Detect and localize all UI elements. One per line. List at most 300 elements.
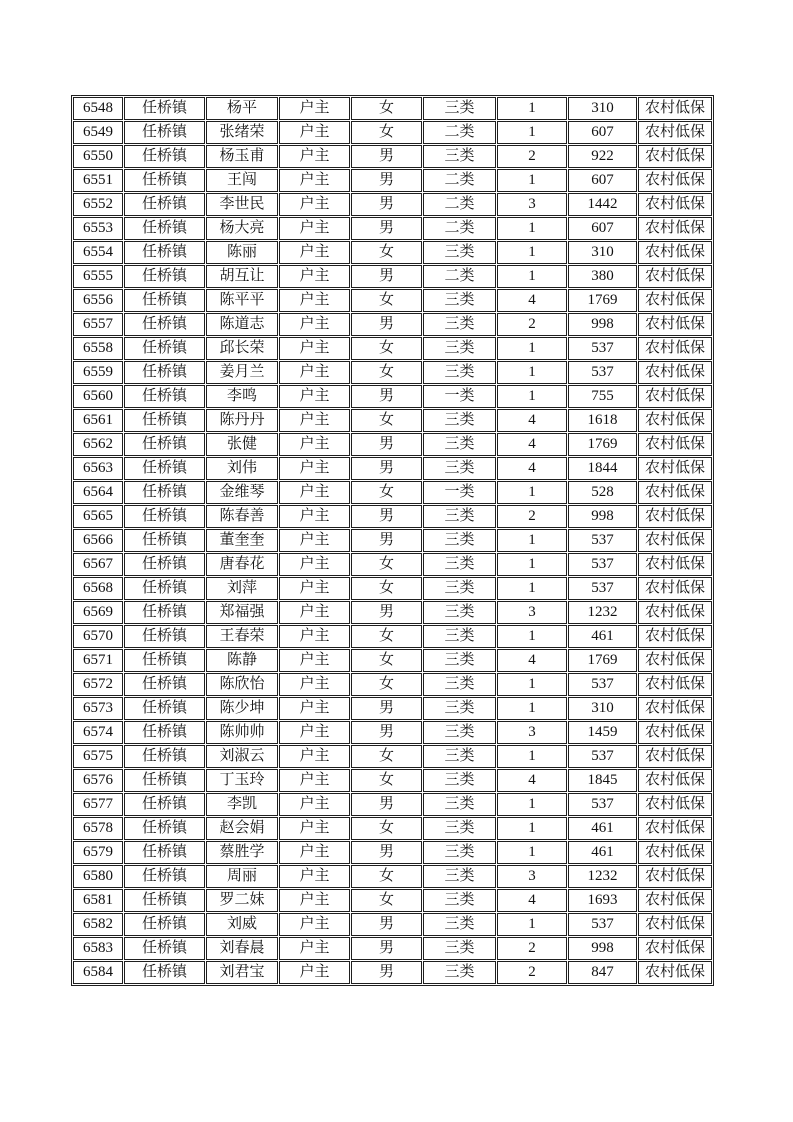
- table-cell: 任桥镇: [124, 169, 205, 192]
- table-cell: 6557: [73, 313, 123, 336]
- table-cell: 陈春善: [206, 505, 278, 528]
- table-cell: 户主: [279, 649, 350, 672]
- table-cell: 任桥镇: [124, 769, 205, 792]
- table-cell: 1769: [568, 649, 637, 672]
- table-cell: 刘淑云: [206, 745, 278, 768]
- table-cell: 刘春晨: [206, 937, 278, 960]
- table-cell: 1: [497, 337, 567, 360]
- table-cell: 任桥镇: [124, 553, 205, 576]
- table-cell: 4: [497, 769, 567, 792]
- table-cell: 任桥镇: [124, 937, 205, 960]
- table-cell: 金维琴: [206, 481, 278, 504]
- table-cell: 537: [568, 673, 637, 696]
- table-cell: 农村低保: [638, 937, 712, 960]
- table-cell: 1232: [568, 601, 637, 624]
- table-cell: 户主: [279, 409, 350, 432]
- table-cell: 1459: [568, 721, 637, 744]
- table-cell: 女: [351, 649, 422, 672]
- table-cell: 姜月兰: [206, 361, 278, 384]
- table-cell: 户主: [279, 793, 350, 816]
- table-cell: 6562: [73, 433, 123, 456]
- table-cell: 任桥镇: [124, 817, 205, 840]
- table-cell: 任桥镇: [124, 337, 205, 360]
- table-cell: 户主: [279, 937, 350, 960]
- table-row: [73, 217, 712, 240]
- table-cell: 女: [351, 241, 422, 264]
- table-cell: 1: [497, 529, 567, 552]
- table-cell: 6579: [73, 841, 123, 864]
- table-cell: 4: [497, 409, 567, 432]
- table-cell: 女: [351, 889, 422, 912]
- table-cell: 董奎奎: [206, 529, 278, 552]
- table-cell: 三类: [423, 961, 496, 984]
- table-cell: 380: [568, 265, 637, 288]
- table-cell: 陈静: [206, 649, 278, 672]
- table-cell: 3: [497, 193, 567, 216]
- table-cell: 461: [568, 625, 637, 648]
- table-cell: 农村低保: [638, 841, 712, 864]
- table-cell: 户主: [279, 721, 350, 744]
- table-cell: 1: [497, 673, 567, 696]
- table-cell: 张健: [206, 433, 278, 456]
- table-cell: 4: [497, 433, 567, 456]
- table-cell: 农村低保: [638, 889, 712, 912]
- table-cell: 6551: [73, 169, 123, 192]
- table-cell: 三类: [423, 409, 496, 432]
- table-cell: 537: [568, 337, 637, 360]
- table-cell: 户主: [279, 865, 350, 888]
- table-cell: 刘伟: [206, 457, 278, 480]
- table-cell: 三类: [423, 241, 496, 264]
- table-cell: 陈道志: [206, 313, 278, 336]
- table-cell: 男: [351, 457, 422, 480]
- table-cell: 922: [568, 145, 637, 168]
- table-cell: 男: [351, 313, 422, 336]
- table-cell: 6578: [73, 817, 123, 840]
- table-cell: 农村低保: [638, 265, 712, 288]
- table-cell: 男: [351, 601, 422, 624]
- table-cell: 户主: [279, 745, 350, 768]
- table-cell: 607: [568, 169, 637, 192]
- table-cell: 郑福强: [206, 601, 278, 624]
- table-cell: 6550: [73, 145, 123, 168]
- table-cell: 刘萍: [206, 577, 278, 600]
- table-cell: 6569: [73, 601, 123, 624]
- table-cell: 陈少坤: [206, 697, 278, 720]
- table-cell: 三类: [423, 697, 496, 720]
- table-cell: 三类: [423, 745, 496, 768]
- table-cell: 农村低保: [638, 961, 712, 984]
- table-cell: 二类: [423, 217, 496, 240]
- table-cell: 户主: [279, 97, 350, 120]
- table-cell: 任桥镇: [124, 889, 205, 912]
- table-cell: 2: [497, 961, 567, 984]
- table-cell: 女: [351, 481, 422, 504]
- table-cell: 任桥镇: [124, 865, 205, 888]
- table-cell: 310: [568, 697, 637, 720]
- table-cell: 户主: [279, 961, 350, 984]
- table-cell: 1442: [568, 193, 637, 216]
- table-cell: 1: [497, 913, 567, 936]
- table-cell: 1: [497, 361, 567, 384]
- table-row: [73, 337, 712, 360]
- table-cell: 户主: [279, 241, 350, 264]
- table-cell: 537: [568, 361, 637, 384]
- table-cell: 1: [497, 217, 567, 240]
- table-cell: 陈平平: [206, 289, 278, 312]
- table-row: [73, 433, 712, 456]
- table-cell: 三类: [423, 841, 496, 864]
- table-cell: 女: [351, 817, 422, 840]
- table-cell: 罗二妹: [206, 889, 278, 912]
- table-cell: 户主: [279, 361, 350, 384]
- table-cell: 男: [351, 193, 422, 216]
- table-cell: 6554: [73, 241, 123, 264]
- table-cell: 农村低保: [638, 145, 712, 168]
- table-row: [73, 361, 712, 384]
- table-cell: 三类: [423, 505, 496, 528]
- table-cell: 男: [351, 697, 422, 720]
- table-cell: 户主: [279, 121, 350, 144]
- table-cell: 537: [568, 913, 637, 936]
- table-cell: 陈丹丹: [206, 409, 278, 432]
- table-cell: 三类: [423, 97, 496, 120]
- table-cell: 6555: [73, 265, 123, 288]
- table-cell: 户主: [279, 433, 350, 456]
- table-cell: 女: [351, 865, 422, 888]
- table-cell: 农村低保: [638, 745, 712, 768]
- table-cell: 三类: [423, 769, 496, 792]
- table-cell: 李凯: [206, 793, 278, 816]
- table-cell: 杨平: [206, 97, 278, 120]
- table-cell: 4: [497, 457, 567, 480]
- table-cell: 三类: [423, 361, 496, 384]
- table-row: [73, 481, 712, 504]
- table-cell: 755: [568, 385, 637, 408]
- table-cell: 537: [568, 529, 637, 552]
- table-cell: 农村低保: [638, 169, 712, 192]
- table-cell: 刘威: [206, 913, 278, 936]
- table-cell: 三类: [423, 625, 496, 648]
- table-cell: 农村低保: [638, 505, 712, 528]
- table-cell: 1: [497, 625, 567, 648]
- table-row: [73, 649, 712, 672]
- table-cell: 6561: [73, 409, 123, 432]
- table-cell: 赵会娟: [206, 817, 278, 840]
- table-row: [73, 265, 712, 288]
- table-cell: 6560: [73, 385, 123, 408]
- table-cell: 任桥镇: [124, 409, 205, 432]
- table-cell: 2: [497, 937, 567, 960]
- table-cell: 998: [568, 313, 637, 336]
- table-cell: 任桥镇: [124, 745, 205, 768]
- table-row: [73, 313, 712, 336]
- table-row: [73, 889, 712, 912]
- table-cell: 998: [568, 937, 637, 960]
- table-cell: 6580: [73, 865, 123, 888]
- table-cell: 537: [568, 793, 637, 816]
- table-cell: 户主: [279, 673, 350, 696]
- table-cell: 1769: [568, 433, 637, 456]
- table-cell: 任桥镇: [124, 121, 205, 144]
- table-cell: 607: [568, 217, 637, 240]
- table-cell: 6568: [73, 577, 123, 600]
- table-cell: 1: [497, 841, 567, 864]
- table-cell: 农村低保: [638, 313, 712, 336]
- table-row: [73, 457, 712, 480]
- table-cell: 农村低保: [638, 409, 712, 432]
- table-cell: 三类: [423, 289, 496, 312]
- table-cell: 女: [351, 289, 422, 312]
- table-cell: 3: [497, 865, 567, 888]
- table-cell: 邱长荣: [206, 337, 278, 360]
- table-cell: 三类: [423, 673, 496, 696]
- table-cell: 6564: [73, 481, 123, 504]
- table-cell: 一类: [423, 481, 496, 504]
- table-row: [73, 385, 712, 408]
- table-cell: 6571: [73, 649, 123, 672]
- table-cell: 三类: [423, 817, 496, 840]
- table-cell: 周丽: [206, 865, 278, 888]
- table-cell: 男: [351, 217, 422, 240]
- table-cell: 农村低保: [638, 673, 712, 696]
- table-row: [73, 865, 712, 888]
- table-cell: 任桥镇: [124, 721, 205, 744]
- table-cell: 任桥镇: [124, 217, 205, 240]
- table-cell: 户主: [279, 289, 350, 312]
- table-cell: 6549: [73, 121, 123, 144]
- table-row: [73, 601, 712, 624]
- table-cell: 丁玉玲: [206, 769, 278, 792]
- table-cell: 任桥镇: [124, 529, 205, 552]
- table-cell: 王闯: [206, 169, 278, 192]
- table-cell: 户主: [279, 889, 350, 912]
- table-row: [73, 721, 712, 744]
- table-cell: 男: [351, 433, 422, 456]
- table-cell: 女: [351, 121, 422, 144]
- table-cell: 三类: [423, 577, 496, 600]
- table-cell: 农村低保: [638, 649, 712, 672]
- table-cell: 6583: [73, 937, 123, 960]
- table-cell: 户主: [279, 217, 350, 240]
- table-cell: 2: [497, 505, 567, 528]
- table-cell: 户主: [279, 769, 350, 792]
- table-cell: 6577: [73, 793, 123, 816]
- table-row: [73, 193, 712, 216]
- table-cell: 女: [351, 673, 422, 696]
- table-cell: 6570: [73, 625, 123, 648]
- table-cell: 6553: [73, 217, 123, 240]
- table-cell: 男: [351, 265, 422, 288]
- table-body: [73, 97, 712, 984]
- table-row: [73, 553, 712, 576]
- table-row: [73, 673, 712, 696]
- table-cell: 杨大亮: [206, 217, 278, 240]
- table-cell: 户主: [279, 625, 350, 648]
- table-cell: 女: [351, 769, 422, 792]
- table-cell: 三类: [423, 337, 496, 360]
- table-cell: 农村低保: [638, 697, 712, 720]
- table-cell: 1: [497, 745, 567, 768]
- table-cell: 女: [351, 625, 422, 648]
- table-cell: 537: [568, 553, 637, 576]
- table-cell: 农村低保: [638, 433, 712, 456]
- table-row: [73, 913, 712, 936]
- table-cell: 461: [568, 841, 637, 864]
- table-cell: 三类: [423, 937, 496, 960]
- table-cell: 三类: [423, 313, 496, 336]
- table-cell: 户主: [279, 577, 350, 600]
- table-cell: 1: [497, 169, 567, 192]
- table-row: [73, 169, 712, 192]
- table-cell: 农村低保: [638, 385, 712, 408]
- table-cell: 3: [497, 721, 567, 744]
- table-cell: 二类: [423, 265, 496, 288]
- table-cell: 4: [497, 289, 567, 312]
- table-cell: 农村低保: [638, 193, 712, 216]
- welfare-records-table: [71, 95, 714, 986]
- table-row: [73, 121, 712, 144]
- table-cell: 6552: [73, 193, 123, 216]
- table-cell: 1: [497, 385, 567, 408]
- table-cell: 农村低保: [638, 457, 712, 480]
- table-cell: 农村低保: [638, 529, 712, 552]
- table-row: [73, 625, 712, 648]
- table-cell: 1844: [568, 457, 637, 480]
- table-cell: 蔡胜学: [206, 841, 278, 864]
- table-cell: 三类: [423, 865, 496, 888]
- table-cell: 任桥镇: [124, 577, 205, 600]
- table-cell: 农村低保: [638, 865, 712, 888]
- table-cell: 任桥镇: [124, 433, 205, 456]
- table-cell: 女: [351, 337, 422, 360]
- table-cell: 二类: [423, 121, 496, 144]
- table-cell: 农村低保: [638, 817, 712, 840]
- table-cell: 三类: [423, 529, 496, 552]
- table-cell: 农村低保: [638, 97, 712, 120]
- table-cell: 户主: [279, 385, 350, 408]
- table-cell: 户主: [279, 145, 350, 168]
- table-cell: 任桥镇: [124, 961, 205, 984]
- table-row: [73, 745, 712, 768]
- table-cell: 6584: [73, 961, 123, 984]
- table-cell: 6567: [73, 553, 123, 576]
- table-cell: 三类: [423, 913, 496, 936]
- table-row: [73, 961, 712, 984]
- table-cell: 6559: [73, 361, 123, 384]
- table-row: [73, 937, 712, 960]
- table-cell: 农村低保: [638, 577, 712, 600]
- table-cell: 任桥镇: [124, 841, 205, 864]
- table-cell: 461: [568, 817, 637, 840]
- table-cell: 三类: [423, 889, 496, 912]
- table-cell: 户主: [279, 457, 350, 480]
- table-cell: 310: [568, 241, 637, 264]
- table-cell: 三类: [423, 649, 496, 672]
- table-cell: 男: [351, 505, 422, 528]
- table-cell: 任桥镇: [124, 241, 205, 264]
- table-cell: 任桥镇: [124, 793, 205, 816]
- table-cell: 1: [497, 817, 567, 840]
- table-cell: 3: [497, 601, 567, 624]
- table-cell: 537: [568, 745, 637, 768]
- table-cell: 女: [351, 553, 422, 576]
- table-cell: 三类: [423, 721, 496, 744]
- table-cell: 1: [497, 121, 567, 144]
- table-cell: 6566: [73, 529, 123, 552]
- table-cell: 三类: [423, 793, 496, 816]
- table-cell: 任桥镇: [124, 385, 205, 408]
- table-cell: 李世民: [206, 193, 278, 216]
- table-cell: 6565: [73, 505, 123, 528]
- table-cell: 528: [568, 481, 637, 504]
- table-cell: 户主: [279, 337, 350, 360]
- table-cell: 1: [497, 241, 567, 264]
- table-cell: 任桥镇: [124, 649, 205, 672]
- table-cell: 农村低保: [638, 481, 712, 504]
- table-cell: 二类: [423, 193, 496, 216]
- table-row: [73, 289, 712, 312]
- table-cell: 537: [568, 577, 637, 600]
- table-cell: 6574: [73, 721, 123, 744]
- table-cell: 1845: [568, 769, 637, 792]
- table-cell: 6563: [73, 457, 123, 480]
- table-cell: 三类: [423, 457, 496, 480]
- table-cell: 三类: [423, 553, 496, 576]
- table-row: [73, 817, 712, 840]
- table-cell: 户主: [279, 529, 350, 552]
- table-cell: 一类: [423, 385, 496, 408]
- table-cell: 任桥镇: [124, 193, 205, 216]
- table-cell: 农村低保: [638, 217, 712, 240]
- table-cell: 任桥镇: [124, 313, 205, 336]
- table-cell: 农村低保: [638, 769, 712, 792]
- table-cell: 刘君宝: [206, 961, 278, 984]
- table-row: [73, 793, 712, 816]
- table-cell: 6573: [73, 697, 123, 720]
- table-cell: 张绪荣: [206, 121, 278, 144]
- table-cell: 户主: [279, 265, 350, 288]
- table-cell: 任桥镇: [124, 673, 205, 696]
- table-row: [73, 505, 712, 528]
- table-cell: 2: [497, 313, 567, 336]
- table-cell: 男: [351, 793, 422, 816]
- table-cell: 1618: [568, 409, 637, 432]
- table-cell: 农村低保: [638, 601, 712, 624]
- table-cell: 女: [351, 577, 422, 600]
- table-cell: 王春荣: [206, 625, 278, 648]
- table-cell: 三类: [423, 145, 496, 168]
- table-cell: 男: [351, 913, 422, 936]
- table-cell: 女: [351, 361, 422, 384]
- table-row: [73, 697, 712, 720]
- table-cell: 男: [351, 145, 422, 168]
- table-cell: 4: [497, 889, 567, 912]
- table-cell: 6558: [73, 337, 123, 360]
- table-cell: 女: [351, 745, 422, 768]
- table-cell: 农村低保: [638, 337, 712, 360]
- table-cell: 6575: [73, 745, 123, 768]
- table-row: [73, 241, 712, 264]
- table-cell: 农村低保: [638, 721, 712, 744]
- table-cell: 户主: [279, 697, 350, 720]
- table-cell: 6572: [73, 673, 123, 696]
- table-cell: 6576: [73, 769, 123, 792]
- table-cell: 户主: [279, 505, 350, 528]
- table-cell: 6581: [73, 889, 123, 912]
- table-cell: 户主: [279, 313, 350, 336]
- table-cell: 户主: [279, 913, 350, 936]
